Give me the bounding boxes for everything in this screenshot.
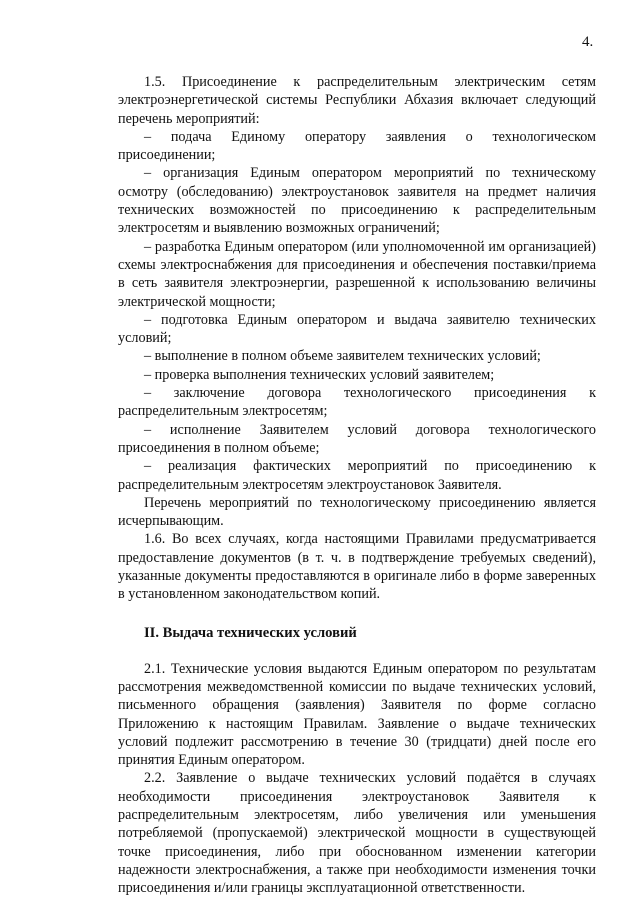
- document-body: [118, 73, 596, 897]
- list-item-verification: – проверка выполнения технических условий заявителем;: [144, 366, 495, 383]
- paragraph-1-5: 1.5. Присоединение к распределительным электрическим сетям электроэнергетической системы Республики Абхазия включает следующий перечень мероприятий:: [118, 74, 596, 127]
- list-item-inspection: – организация Единым оператором мероприятий по техническому осмотру (обследованию) электроустановок заявителя на предмет наличия технических возможностей по присоединению к распределительным электросетям и выявлению возможных ограничений;: [118, 165, 596, 237]
- paragraph-exhaustive-list: Перечень мероприятий по технологическому присоединению является исчерпывающим.: [118, 494, 596, 530]
- paragraph-2-2: 2.2. Заявление о выдаче технических условий подаётся в случаях необходимости присоединения электроустановок Заявителя к распределительным электросетям, либо увеличения или уменьшения потребляемой (пропускаемой) электрической мощности в существующей точке присоединения, либо при обоснованном изменении категории надежности электроснабжения, а также при необходимости изменения точки присоединения и/или границы эксплуатационной ответственности.: [118, 770, 596, 897]
- list-item-implementation: – реализация фактических мероприятий по присоединению к распределительным электросетям электроустановок Заявителя.: [118, 458, 596, 493]
- list-item-tech-conditions: – подготовка Единым оператором и выдача заявителю технических условий;: [118, 311, 596, 347]
- list-item-application: – подача Единому оператору заявления о технологическом присоединении;: [118, 128, 596, 164]
- page-number: 4.: [582, 34, 594, 50]
- list-item-fulfillment: – выполнение в полном объеме заявителем технических условий;: [144, 348, 541, 365]
- list-item-contract: – заключение договора технологического присоединения к распределительным электросетям;: [118, 385, 596, 420]
- list-item-scheme: – разработка Единым оператором (или уполномоченной им организацией) схемы электроснабжения для присоединения и обеспечения поставки/приема в сеть заявителя электроэнергии, разрешенной к использованию величины электрической мощности;: [118, 238, 596, 310]
- paragraph-1-6: 1.6. Во всех случаях, когда настоящими Правилами предусматривается предоставление документов (в т. ч. в подтверждение требуемых сведений), указанные документы предоставляются в оригинале либо в форме заверенных в установленном законодательством копий.: [118, 531, 596, 603]
- section-heading: II. Выдача технических условий: [144, 624, 357, 641]
- list-item-execution: – исполнение Заявителем условий договора технологического присоединения в полном объеме;: [118, 421, 596, 456]
- paragraph-2-1: 2.1. Технические условия выдаются Единым оператором по результатам рассмотрения межведомственной комиссии по выдаче технических условий, письменного обращения (заявления) Заявителя по форме согласно Приложению к настоящим Правилам. Заявление о выдаче технических условий подлежит рассмотрению в течение 30 (тридцати) дней после его принятия Единым оператором.: [118, 660, 596, 769]
